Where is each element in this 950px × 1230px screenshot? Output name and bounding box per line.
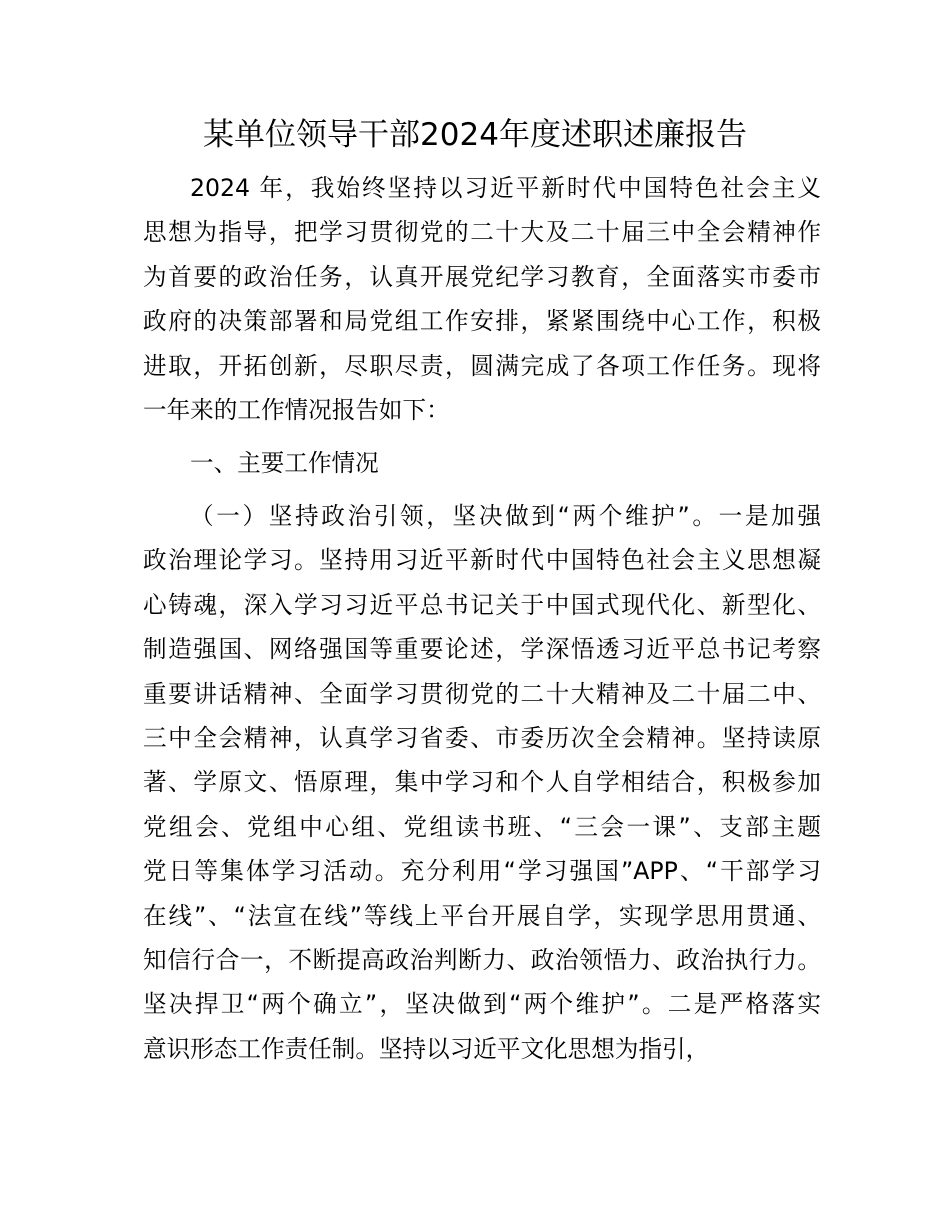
text-line: 思想为指导，把学习贯彻党的二十大及二十届三中全会精神作 <box>143 218 821 247</box>
text-line: 一年来的工作情况报告如下： <box>143 395 450 424</box>
text-line: 2024 年，我始终坚持以习近平新时代中国特色社会主义 <box>190 174 821 202</box>
text-line: 政府的决策部署和局党组工作安排，紧紧围绕中心工作，积极 <box>143 307 821 336</box>
text-line: 在线”、“法宣在线”等线上平台开展自学，实现学思用贯通、 <box>143 901 821 930</box>
text-line: 坚决捍卫“两个确立”，坚决做到“两个维护”。二是严格落实 <box>143 990 821 1019</box>
text-line: 党日等集体学习活动。充分利用“学习强国”APP、“干部学习 <box>143 857 821 886</box>
section-1-paragraph <box>143 494 821 1071</box>
text-line: 制造强国、网络强国等重要论述，学深悟透习近平总书记考察 <box>143 635 821 664</box>
text-line: 政治理论学习。坚持用习近平新时代中国特色社会主义思想凝 <box>143 546 821 575</box>
text-line: （一）坚持政治引领，坚决做到“两个维护”。一是加强 <box>190 502 821 530</box>
text-line: 心铸魂，深入学习习近平总书记关于中国式现代化、新型化、 <box>143 590 821 619</box>
heading-line: 一、主要工作情况 <box>190 449 379 477</box>
text-line: 三中全会精神，认真学习省委、市委历次全会精神。坚持读原 <box>143 723 821 752</box>
text-line: 进取，开拓创新，尽职尽责，圆满完成了各项工作任务。现将 <box>143 351 821 380</box>
text-line: 知信行合一，不断提高政治判断力、政治领悟力、政治执行力。 <box>143 945 821 974</box>
text-line: 意识形态工作责任制。坚持以习近平文化思想为指引， <box>143 1034 710 1063</box>
document-title: 某单位领导干部2024年度述职述廉报告 <box>203 117 747 153</box>
text-line: 著、学原文、悟原理，集中学习和个人自学相结合，积极参加 <box>143 768 821 797</box>
text-line: 党组会、党组中心组、党组读书班、“三会一课”、支部主题 <box>143 812 821 841</box>
section-heading <box>143 441 821 485</box>
text-line: 为首要的政治任务，认真开展党纪学习教育，全面落实市委市 <box>143 262 821 291</box>
text-line: 重要讲话精神、全面学习贯彻党的二十大精神及二十届二中、 <box>143 679 821 708</box>
intro-paragraph <box>143 166 821 432</box>
